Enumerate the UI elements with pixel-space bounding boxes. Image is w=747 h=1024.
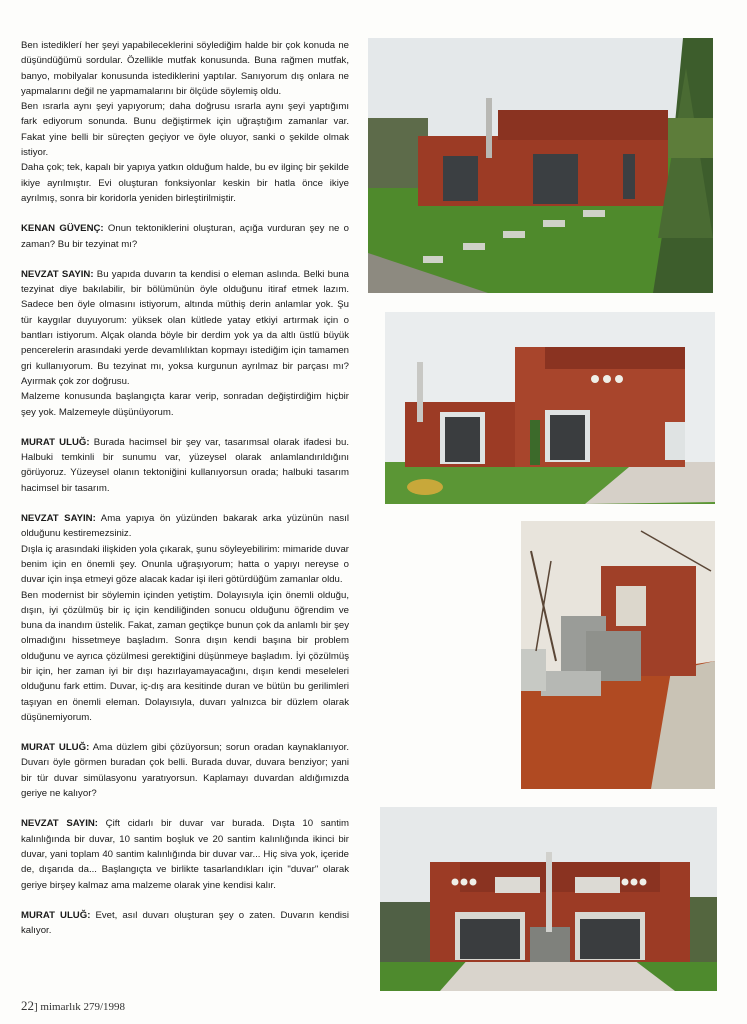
house-photo-4: [380, 807, 717, 991]
page-footer: [21, 998, 125, 1014]
paragraph: Daha çok; tek, kapalı bir yapıya yatkın olduğum halde, bu ev ilginç bir şekilde ikiye ayrılmıştır. Evi oluşturan fonksiyonlar keskin bir hatla önce ikiye ayrılmış, sonra bir koridorla yeniden birleştirilmiştir.: [21, 162, 349, 204]
paragraph-text: Onun tektoniklerini oluşturan, açığa vurduran şey ne o zaman? Bu bir tezyinat mı?: [21, 223, 349, 250]
house-photo-4-image: [380, 807, 717, 991]
paragraph: [21, 740, 349, 801]
house-photo-2: [385, 312, 715, 504]
speaker-name: MURAT ULUĞ:: [21, 742, 90, 754]
paragraph-text: Çift cidarlı bir duvar var burada. Dışta 10 santim kalınlığında bir duvar, 10 santim boşluk ve 20 santim kalınlığında ikinci bir duvar, yani toplam 40 santim kalınlığında bir duvar var... Hiç siva yok, içeride de, dışarıda da... Başlangıçta ve birlikte tasarlandıkları için "duvar" olarak geriye birşey kalmaz ama malzeme olarak yine kendisi kalır.: [21, 818, 349, 891]
paragraph: Ben ısrarla aynı şeyi yapıyorum; daha doğrusu ısrarla aynı şeyi yaptığımı fark ediyorum sonunda. Bunu değiştirmek için uğraştığım zamanlar var. Fakat yine belli bir süreçten geçiyor ve öyle oluyor, sanki o şekilde olmak istiyor.: [21, 101, 349, 159]
paragraph-text: Ama düzlem gibi çözüyorsun; sorun oradan kaynaklanıyor. Duvarı öyle görmen buradan çok belli. Burada duvar, duvara benziyor; yani bir tür duvar simülasyonu yaratıyorsun. Kaplamayı duvardan aldığımızda geriye ne kalıyor?: [21, 742, 349, 800]
paragraph: [21, 908, 349, 939]
house-photo-3-image: [521, 521, 715, 789]
speaker-name: NEVZAT SAYIN:: [21, 818, 98, 830]
speaker-name: MURAT ULUĞ:: [21, 909, 91, 921]
house-photo-2-image: [385, 312, 715, 504]
paragraph-text: Ama yapıya ön yüzünden bakarak arka yüzünün nasıl olduğunu kestiremezsiniz.: [21, 513, 349, 540]
paragraph: [21, 267, 349, 389]
house-photo-1: [368, 38, 713, 293]
house-photo-3: [521, 521, 715, 789]
paragraph: Ben istediklerí her şeyi yapabileceklerini söylediğim halde bir çok konuda ne düşündüğümü sordular. Özellikle mutfak konusunda. Buna rağmen mutfak, banyo, mobilyalar konusunda istediklerini yaptılar. Sanıyorum dış onlara ne yapmalarını değil ne yapmamalarını bir ölçüde söylemiş oldu.: [21, 40, 349, 97]
interview-text-column: [21, 38, 349, 953]
paragraph: [21, 511, 349, 542]
speaker-name: MURAT ULUĞ:: [21, 436, 90, 448]
speaker-name: KENAN GÜVENÇ:: [21, 223, 104, 235]
house-photo-1-image: [368, 38, 713, 293]
publication-name: mimarlık 279/1998: [40, 1001, 126, 1013]
paragraph: Malzeme konusunda başlangıçta karar verip, sonradan değiştirdiğim hiçbir şey yok. Malzemeyle düşünüyorum.: [21, 391, 349, 418]
page-number: 22: [21, 998, 34, 1013]
page-number-bracket: ]: [34, 1001, 41, 1013]
paragraph: Ben modernist bir söylemin içinden yetiştim. Dolayısıyla için önemli olduğu, dışın, iyi çözülmüş bir iç için kendiliğinden sonucu olduğunu öğrendim ve buna da inandım üstelik. Fakat, zaman geçtikçe bunun çok da anlamlı bir şey olmadığını hissetmeye başladım. Sonra dışın kendi başına bir problem olduğunu ve ayrıca çözülmesi gerektiğini düşünmeye başladım. İyi çözülmüş bir için, her zaman iyi bir dışı hazırlayamayacağını, dışın kendi meseleleri olduğunu fark ettim. Duvar, iç-dış ara kesitinde duran ve bütün bu gerilimleri taşıyan en önemli eleman. Dolayısıyla, duvarı yalnızca bir düzlem olarak düşünemiyorum.: [21, 589, 349, 723]
speaker-name: NEVZAT SAYIN:: [21, 513, 96, 525]
paragraph-text: Bu yapıda duvarın ta kendisi o eleman aslında. Belki buna tezyinat diye bakılabilir, bir bölümünün öyle olduğunu itiraf etmek lazım. Sadece ben öyle olmasını istiyorum, altında müthiş derin anlamlar yok. Şu tür kaygılar duyuyorum: yüksek olan kütlede yatay etkiyi artırmak için o bantları istiyorum. Alçak olanda böyle bir derdim yok ya da altlı üstlü büyük pencerelerin arasındaki yerde devamlılıktan kopmayı istediğim için tamamen gri kullanıyorum. Bu tezyinat mı, yoksa kurgunun ayrılmaz bir parçası mı? Ayırmak çok zor doğrusu.: [21, 268, 349, 387]
paragraph: Dışla iç arasındaki ilişkiden yola çıkarak, şunu söyleyebilirim: mimaride duvar benim için en önemli şey. Onunla uğraşıyorum; hatta o yapıyı nereyse o duvar için inşa etmeyi göze alacak kadar işi ileri götürdüğüm zamanlar oldu.: [21, 543, 349, 586]
paragraph-text: Burada hacimsel bir şey var, tasarımsal olarak ifadesi bu. Halbuki temkinli bir sunumu var, yüzeysel olarak anlamlandırıldığını görüyoruz. Yüzeysel olanın tektoniğini kullanıyorsun orada; halbuki tasarım hacimsel bir tasarım.: [21, 436, 350, 494]
speaker-name: NEVZAT SAYIN:: [21, 268, 94, 280]
paragraph-text: Evet, asıl duvarı oluşturan şey o zaten. Duvarın kendisi kalıyor.: [21, 909, 349, 937]
paragraph: [21, 435, 349, 496]
paragraph: [21, 816, 349, 892]
paragraph: [21, 221, 349, 252]
